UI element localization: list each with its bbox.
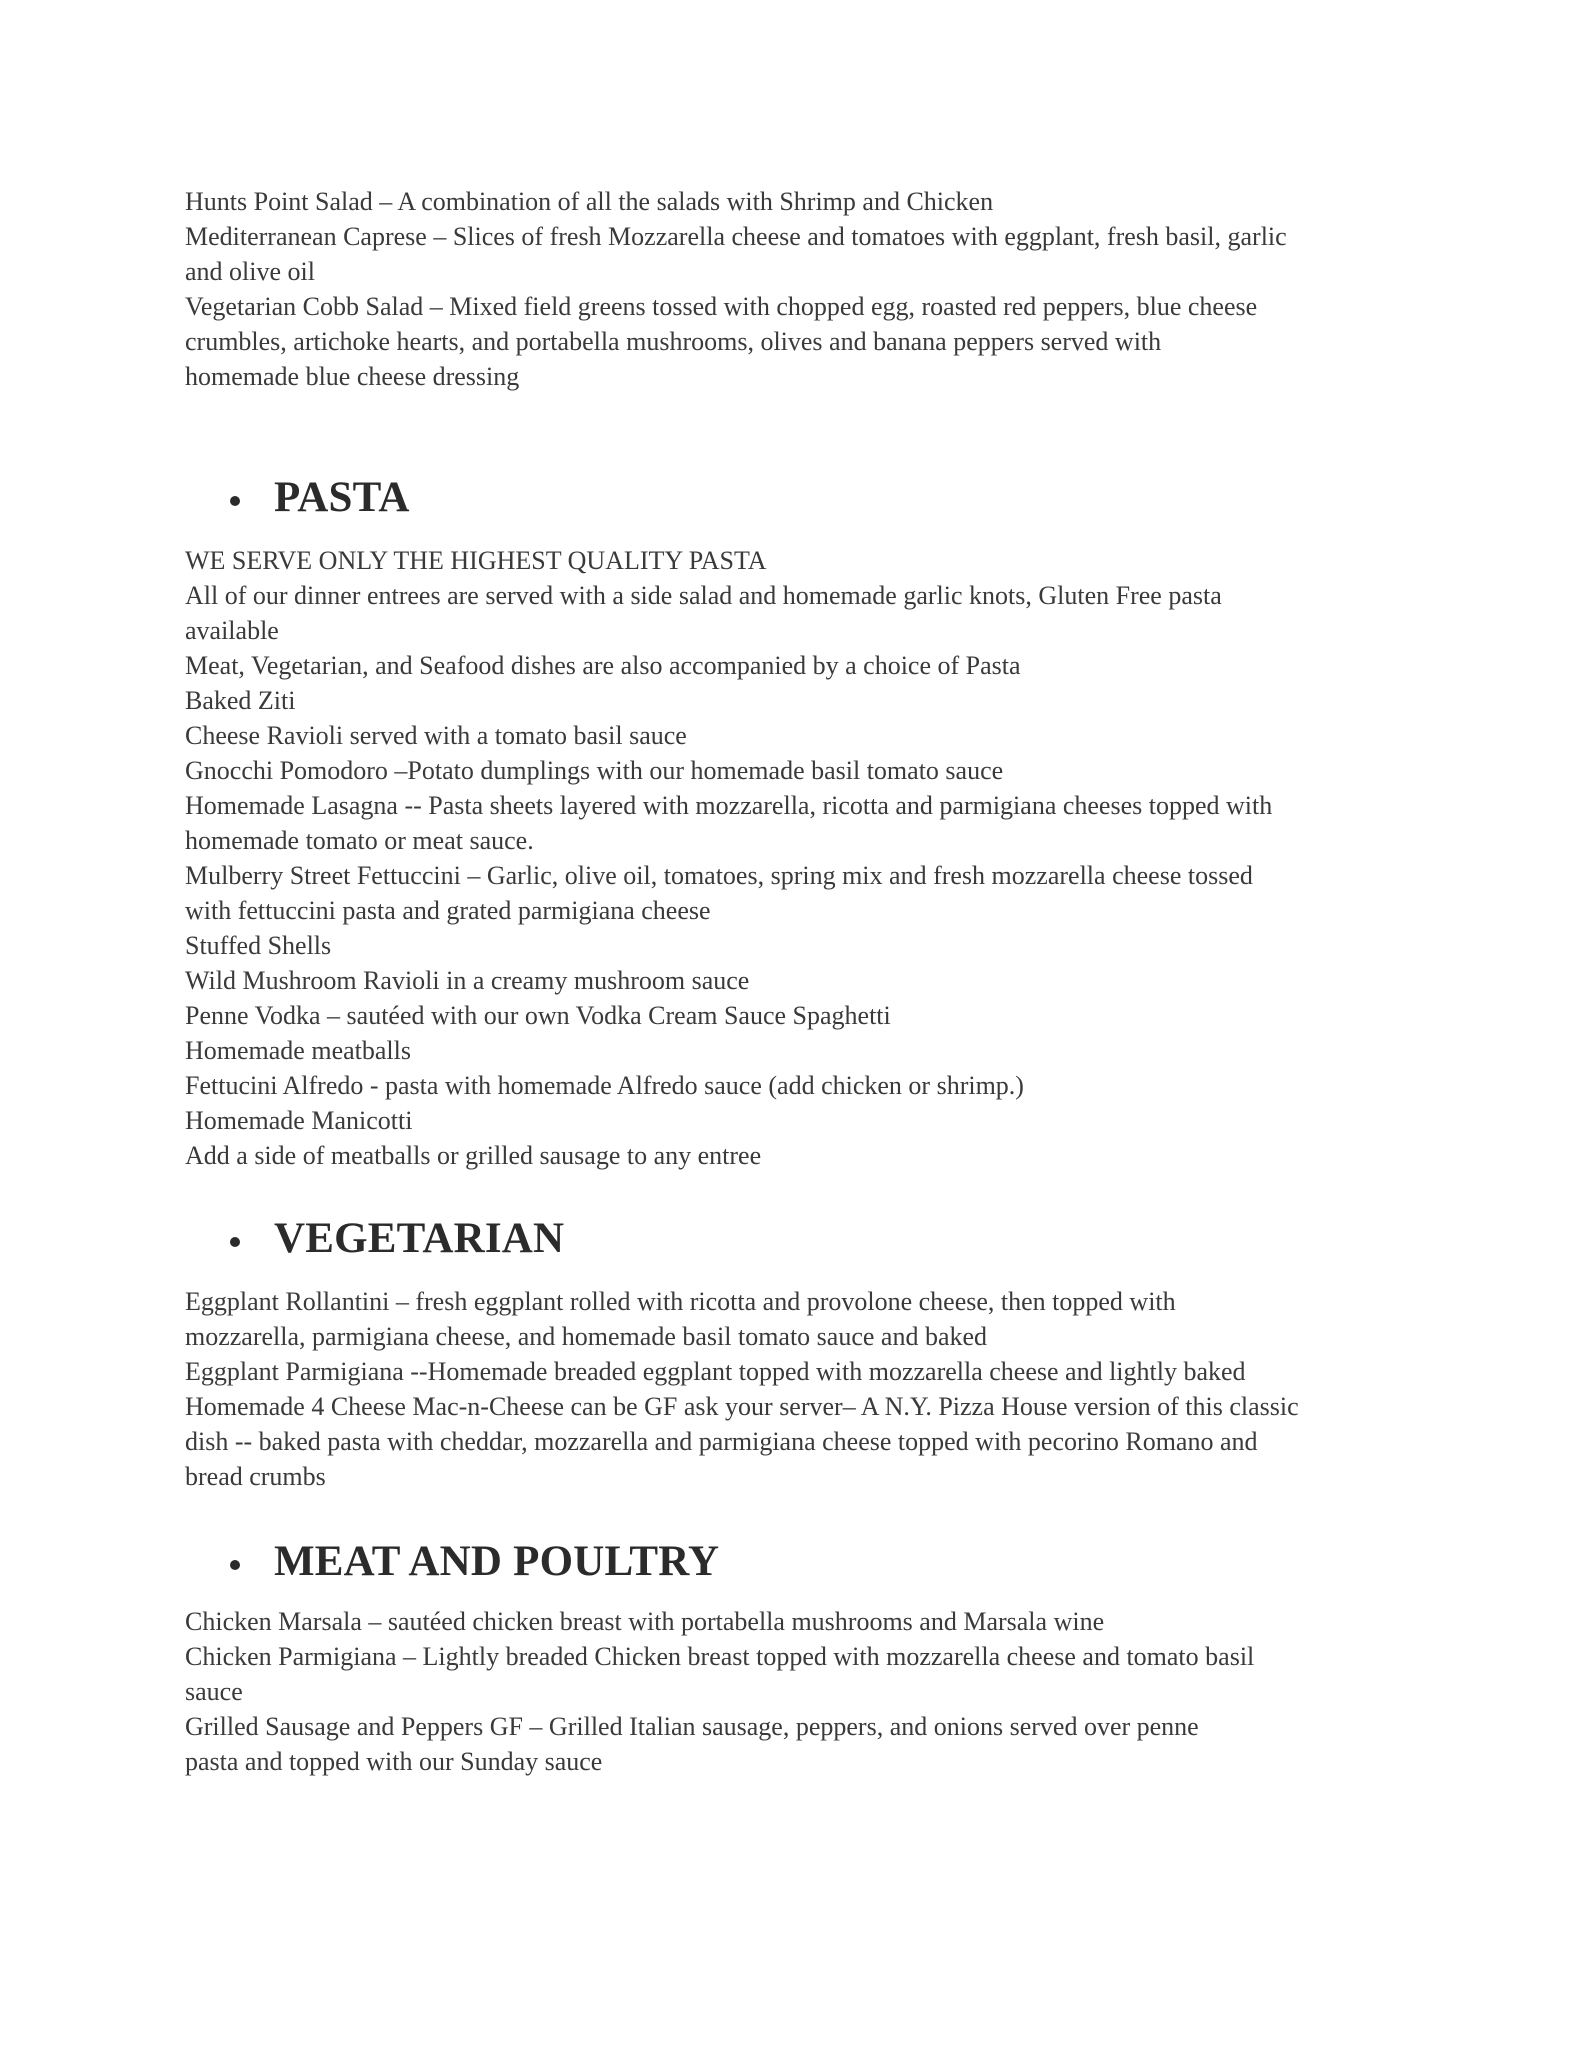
vegetarian-line: Eggplant Rollantini – fresh eggplant rolled with ricotta and provolone cheese, then topped with [185,1287,1176,1316]
vegetarian-line: mozzarella, parmigiana cheese, and homemade basil tomato sauce and baked [185,1322,988,1351]
bullet-icon [230,1237,240,1247]
salads-block [185,184,1395,394]
heading-text: VEGETARIAN [274,1215,565,1262]
salad-line: and olive oil [185,257,315,286]
pasta-line: All of our dinner entrees are served with a side salad and homemade garlic knots, Gluten Free pasta [185,581,1222,610]
bullet-icon [230,1560,240,1570]
meat-line: Grilled Sausage and Peppers GF – Grilled Italian sausage, peppers, and onions served over penne [185,1712,1199,1741]
bullet-icon [230,496,240,506]
pasta-line: Add a side of meatballs or grilled sausage to any entree [185,1141,762,1170]
salad-line: crumbles, artichoke hearts, and portabella mushrooms, olives and banana peppers served with [185,327,1162,356]
pasta-line: homemade tomato or meat sauce. [185,826,534,855]
vegetarian-line: bread crumbs [185,1462,326,1491]
vegetarian-line: dish -- baked pasta with cheddar, mozzarella and parmigiana cheese topped with pecorino Romano and [185,1427,1258,1456]
pasta-line: Mulberry Street Fettuccini – Garlic, olive oil, tomatoes, spring mix and fresh mozzarella cheese tossed [185,861,1253,890]
pasta-line: Homemade Manicotti [185,1106,413,1135]
meat-line: pasta and topped with our Sunday sauce [185,1747,603,1776]
meat-line: Chicken Parmigiana – Lightly breaded Chicken breast topped with mozzarella cheese and tomato basil [185,1642,1255,1671]
pasta-line: available [185,616,279,645]
pasta-line: WE SERVE ONLY THE HIGHEST QUALITY PASTA [185,546,767,575]
vegetarian-line: Eggplant Parmigiana --Homemade breaded eggplant topped with mozzarella cheese and lightly baked [185,1357,1246,1386]
pasta-block [185,543,1395,1173]
pasta-line: Fettucini Alfredo - pasta with homemade Alfredo sauce (add chicken or shrimp.) [185,1071,1024,1100]
meat-line: Chicken Marsala – sautéed chicken breast with portabella mushrooms and Marsala wine [185,1607,1105,1636]
meat-line: sauce [185,1677,243,1706]
meat-poultry-block [185,1604,1395,1779]
salad-line: homemade blue cheese dressing [185,362,520,391]
vegetarian-block [185,1284,1395,1494]
section-heading-pasta [230,473,410,523]
pasta-line: Homemade Lasagna -- Pasta sheets layered with mozzarella, ricotta and parmigiana cheeses topped with [185,791,1273,820]
salad-line: Mediterranean Caprese – Slices of fresh Mozzarella cheese and tomatoes with eggplant, fresh basil, garlic [185,222,1287,251]
section-heading-vegetarian [230,1214,564,1264]
section-heading-meat-poultry [230,1537,719,1587]
pasta-line: Wild Mushroom Ravioli in a creamy mushroom sauce [185,966,750,995]
pasta-line: with fettuccini pasta and grated parmigiana cheese [185,896,711,925]
pasta-line: Meat, Vegetarian, and Seafood dishes are also accompanied by a choice of Pasta [185,651,1021,680]
heading-text: PASTA [274,474,410,521]
pasta-line: Homemade meatballs [185,1036,411,1065]
salad-line: Hunts Point Salad – A combination of all the salads with Shrimp and Chicken [185,187,994,216]
pasta-line: Gnocchi Pomodoro –Potato dumplings with our homemade basil tomato sauce [185,756,1004,785]
vegetarian-line: Homemade 4 Cheese Mac-n-Cheese can be GF ask your server– A N.Y. Pizza House version of this classic [185,1392,1299,1421]
pasta-line: Penne Vodka – sautéed with our own Vodka Cream Sauce Spaghetti [185,1001,891,1030]
pasta-line: Stuffed Shells [185,931,332,960]
heading-text: MEAT AND POULTRY [274,1538,720,1585]
salad-line: Vegetarian Cobb Salad – Mixed field greens tossed with chopped egg, roasted red peppers, blue cheese [185,292,1258,321]
pasta-line: Cheese Ravioli served with a tomato basil sauce [185,721,687,750]
pasta-line: Baked Ziti [185,686,296,715]
